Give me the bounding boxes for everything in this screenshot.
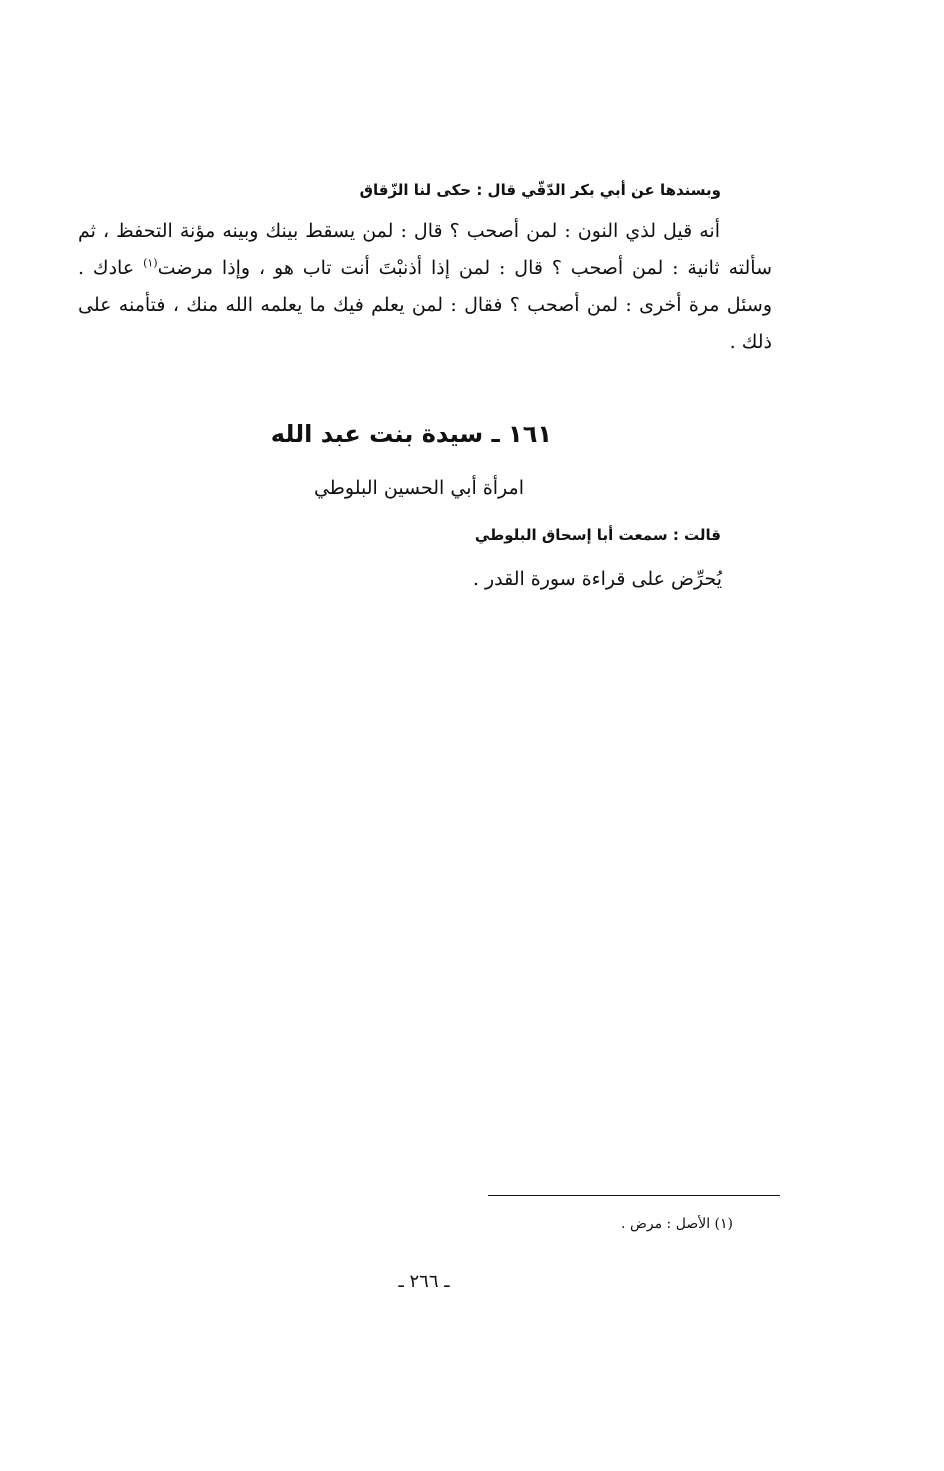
page-number: ـ ٢٦٦ ـ [398, 1271, 450, 1292]
body-paragraph [78, 213, 772, 361]
saying-text: يُحرِّض على قراءة سورة القدر . [472, 568, 722, 590]
footnote-divider [488, 1195, 780, 1196]
isnad-line: وبسندها عن أبي بكر الدّقّي قال : حكى لنا الزّقاق [359, 181, 721, 199]
footnote: (١) الأصل : مرض . [621, 1216, 733, 1232]
paragraph-text: أنه قيل لذي النون : لمن أصحب ؟ قال : لمن يسقط بينك وبينه مؤنة التحفظ ، ثم سألته ثانية : لمن أصحب ؟ قال : لمن إذا أذنبْتَ أنت تاب هو ، وإذا مرضت [78, 220, 772, 279]
paragraph-text-end: عادك . وسئل مرة أخرى : لمن أصحب ؟ فقال : لمن يعلم فيك ما يعلمه الله منك ، فتأمنه على ذلك . [78, 257, 772, 353]
isnad-line: قالت : سمعت أبا إسحاق البلوطي [474, 526, 721, 544]
footnote-marker: (١) [143, 256, 158, 270]
section-subheading: امرأة أبي الحسين البلوطي [313, 477, 524, 499]
section-heading: ١٦١ ـ سيدة بنت عبد الله [270, 420, 552, 448]
